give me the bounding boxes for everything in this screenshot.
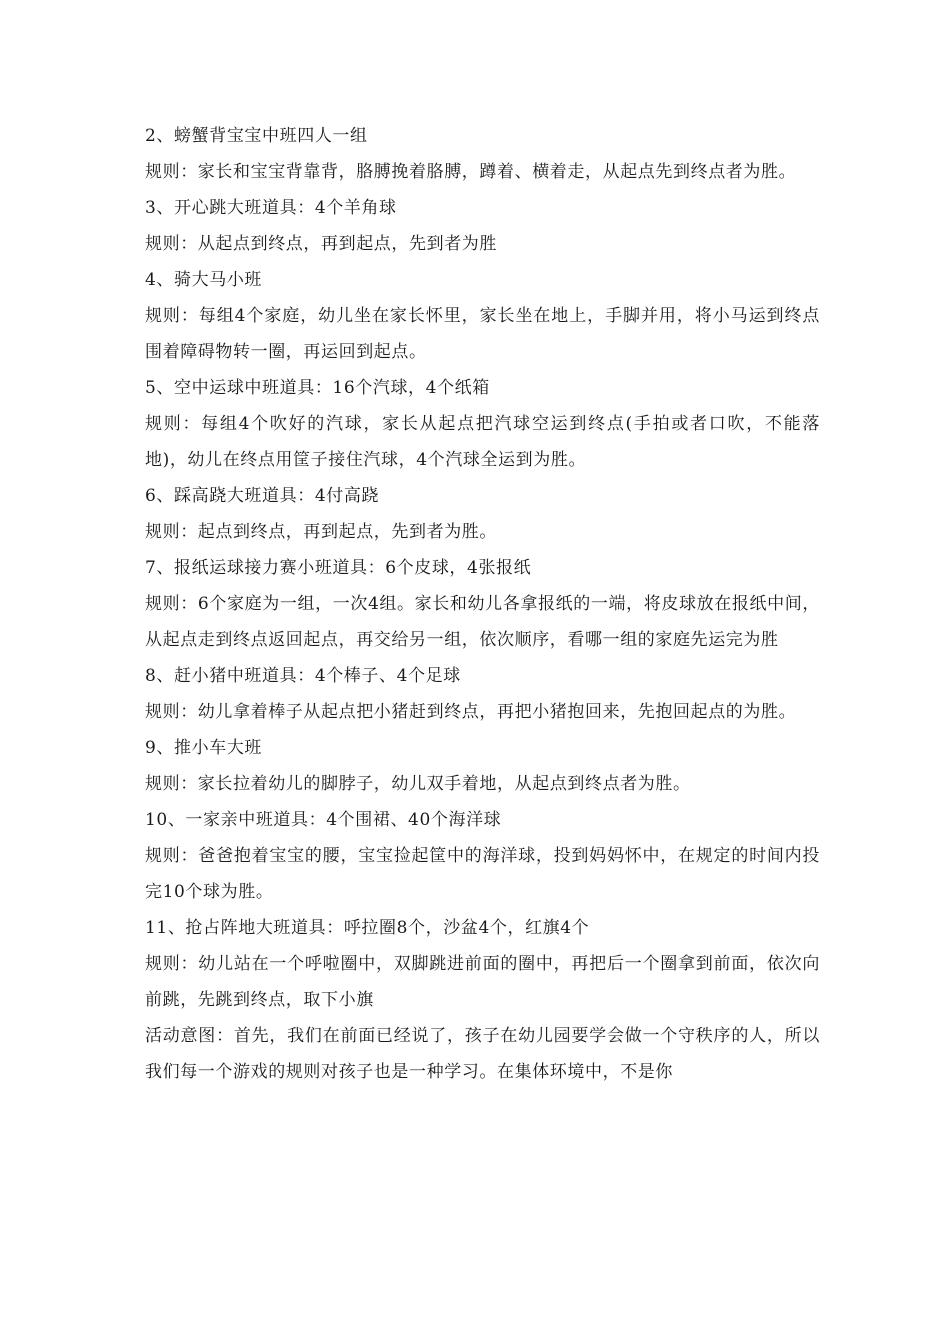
item-heading: 4、骑大马小班 (145, 270, 263, 290)
closing-paragraph: 活动意图：首先，我们在前面已经说了，孩子在幼儿园要学会做一个守秩序的人，所以我们每一个游戏的规则对孩子也是一种学习。在集体环境中，不是你 (145, 1026, 820, 1082)
item-rule: 规则：6个家庭为一组，一次4组。家长和幼儿各拿报纸的一端，将皮球放在报纸中间，从起点走到终点返回起点，再交给另一组，依次顺序，看哪一组的家庭先运完为胜 (145, 594, 820, 650)
item-heading: 11、抢占阵地大班道具：呼拉圈8个，沙盆4个，红旗4个 (145, 918, 590, 938)
item-heading: 7、报纸运球接力赛小班道具：6个皮球，4张报纸 (145, 558, 532, 578)
item-heading: 3、开心跳大班道具：4个羊角球 (145, 198, 397, 218)
item-heading: 8、赶小猪中班道具：4个棒子、4个足球 (145, 666, 461, 686)
item-heading: 10、一家亲中班道具：4个围裙、40个海洋球 (145, 810, 502, 830)
item-rule: 规则：起点到终点，再到起点，先到者为胜。 (145, 522, 497, 542)
item-rule: 规则：从起点到终点，再到起点，先到者为胜 (145, 234, 497, 254)
item-rule: 规则：幼儿站在一个呼啦圈中，双脚跳进前面的圈中，再把后一个圈拿到前面，依次向前跳，先跳到终点，取下小旗 (145, 954, 820, 1010)
item-rule: 规则：家长和宝宝背靠背，胳膊挽着胳膊，蹲着、横着走，从起点先到终点者为胜。 (145, 162, 797, 182)
item-heading: 2、螃蟹背宝宝中班四人一组 (145, 126, 368, 146)
item-rule: 规则：爸爸抱着宝宝的腰，宝宝捡起筐中的海洋球，投到妈妈怀中，在规定的时间内投完10个球为胜。 (145, 846, 820, 902)
item-rule: 规则：每组4个家庭，幼儿坐在家长怀里，家长坐在地上，手脚并用，将小马运到终点围着障碍物转一圈，再运回到起点。 (145, 306, 820, 362)
item-rule: 规则：家长拉着幼儿的脚脖子，幼儿双手着地，从起点到终点者为胜。 (145, 774, 691, 794)
item-heading: 5、空中运球中班道具：16个汽球，4个纸箱 (145, 378, 490, 398)
document-page (145, 118, 820, 1090)
item-rule: 规则：每组4个吹好的汽球，家长从起点把汽球空运到终点(手拍或者口吹，不能落地)，幼儿在终点用筐子接住汽球，4个汽球全运到为胜。 (145, 414, 820, 470)
item-heading: 9、推小车大班 (145, 738, 263, 758)
item-rule: 规则：幼儿拿着棒子从起点把小猪赶到终点，再把小猪抱回来，先抱回起点的为胜。 (145, 702, 797, 722)
item-heading: 6、踩高跷大班道具：4付高跷 (145, 486, 380, 506)
